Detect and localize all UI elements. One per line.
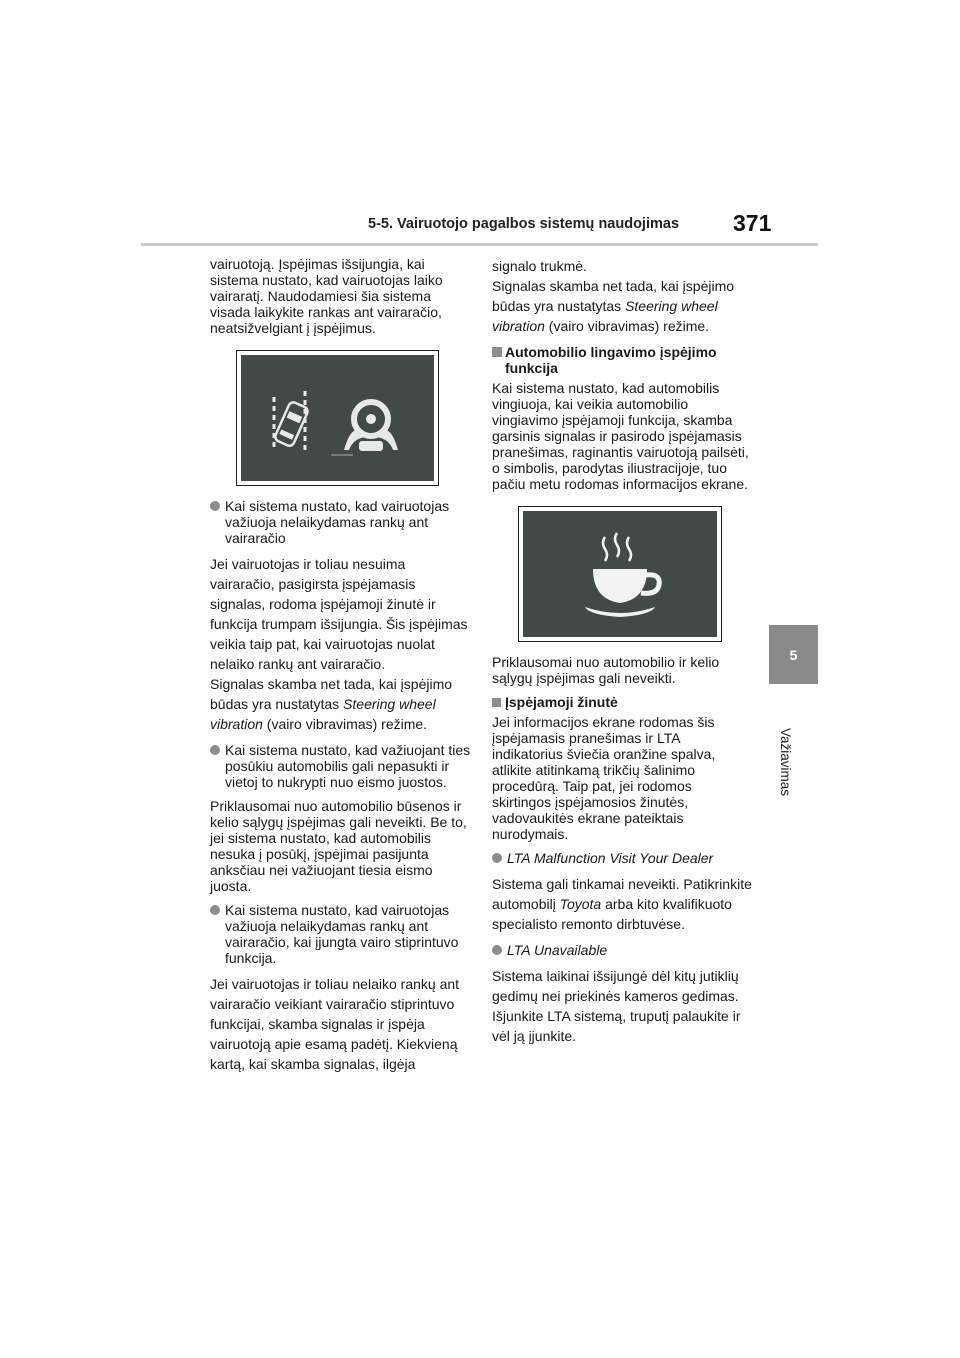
left-bullet-2: Kai sistema nustato, kad važiuojant ties posūkiu automobilis gali nepasukti ir vietoj to nukrypti nuo eismo juostos.: [210, 742, 472, 790]
left-column: [210, 256, 472, 1082]
page-number: 371: [733, 210, 772, 236]
left-paragraph-4: Priklausomai nuo automobilio būsenos ir kelio sąlygų įspėjimas gali neveikti. Be to, jei sistema nustato, kad automobilis nesuka į posūkį, įspėjimai pasijunta anksčiau nei važiuojant tiesia eismo juosta.: [210, 798, 467, 894]
right-paragraph-2: Signalas skamba net tada, kai įspėjimo būdas yra nustatytas Steering wheel vibration (vairo vibravimas) režime.: [492, 278, 735, 334]
bullet-dot-icon: [210, 905, 220, 915]
right-column: [492, 256, 754, 1054]
bullet-dot-icon: [210, 501, 220, 511]
section-square-icon: [492, 347, 502, 357]
right-paragraph-1: signalo trukmė.: [492, 258, 587, 274]
left-paragraph-5: Jei vairuotojas ir toliau nelaiko rankų ant vairaračio veikiant vairaračio stiprintuvo funkcijai, skamba signalas ir įspėja vairuotoją apie esamą padėtį. Kiekvieną kartą, kai skamba signalas, ilgėja: [210, 976, 460, 1072]
hands-off-warning-figure: [236, 350, 439, 486]
right-paragraph-5: Jei informacijos ekrane rodomas šis įspėjamasis pranešimas ir LTA indikatorius šviečia oranžine spalva, atlikite atitinkamą trikčių šalinimo procedūrą. Taip pat, jei rodomos skirtingos įspėjamosios žinutės, vadovaukitės ekrane pateiktais nurodymais.: [492, 714, 716, 842]
bullet-dot-icon: [492, 945, 502, 955]
bullet-dot-icon: [492, 853, 502, 863]
section-square-icon: [492, 698, 501, 707]
right-paragraph-7: Sistema laikinai išsijungė dėl kitų jutiklių gedimų nei priekinės kameros gedimas. Išjunkite LTA sistemą, truputį palaukite ir vėl ją įjunkite.: [492, 968, 741, 1044]
right-paragraph-6: Sistema gali tinkamai neveikti. Patikrinkite automobilį Toyota arba kito kvalifikuoto specialisto remonto dirbtuvėse.: [492, 876, 752, 932]
left-bullet-3: Kai sistema nustato, kad vairuotojas važiuoja nelaikydamas rankų ant vairaračio, kai įjungta vairo stiprintuvo funkcija.: [210, 902, 472, 966]
bullet-dot-icon: [210, 745, 220, 755]
sway-warning-figure: [518, 506, 722, 642]
right-paragraph-3: Kai sistema nustato, kad automobilis vingiuoja, kai veikia automobilio vingiavimo įspėjamoji funkcija, skamba garsinis signalas ir pasirodo įspėjamasis pranešimas, raginantis vairuotoją pailsėti, o simbolis, parodytas iliustracijoje, tuo pačiu metu rodomas informacijos ekrane.: [492, 380, 749, 492]
right-bullet-1: LTA Malfunction Visit Your Dealer: [492, 850, 754, 866]
left-bullet-1: Kai sistema nustato, kad vairuotojas važiuoja nelaikydamas rankų ant vairaračio: [210, 498, 472, 546]
hands-off-warning-icon: [241, 355, 434, 481]
left-paragraph-1: vairuotoją. Įspėjimas išsijungia, kai sistema nustato, kad vairuotojas laiko vairaratį. Naudodamiesi šia sistema visada laikykite rankas ant vairaračio, neatsižvelgiant į įspėjimus.: [210, 256, 443, 336]
right-bullet-2: LTA Unavailable: [492, 942, 754, 958]
left-paragraph-2: Jei vairuotojas ir toliau nesuima vairaračio, pasigirsta įspėjamasis signalas, rodoma įspėjamoji žinutė ir funkcija trumpam išsijungia. Šis įspėjimas veikia taip pat, kai vairuotojas nuolat nelaiko rankų ant vairaračio.: [210, 556, 468, 672]
chapter-tab: 5: [769, 625, 818, 684]
left-paragraph-3: Signalas skamba net tada, kai įspėjimo būdas yra nustatytas Steering wheel vibration (vairo vibravimas) režime.: [210, 676, 453, 732]
chapter-tab-label: Važiavimas: [778, 728, 793, 797]
right-heading-1: Automobilio lingavimo įspėjimo funkcija: [492, 344, 754, 376]
right-paragraph-4: Priklausomai nuo automobilio ir kelio sąlygų įspėjimas gali neveikti.: [492, 654, 720, 686]
coffee-cup-icon: [523, 511, 717, 637]
header-section-title: 5-5. Vairuotojo pagalbos sistemų naudojimas: [368, 216, 680, 232]
header-rule: [141, 243, 818, 246]
right-heading-2: Įspėjamoji žinutė: [492, 694, 754, 710]
